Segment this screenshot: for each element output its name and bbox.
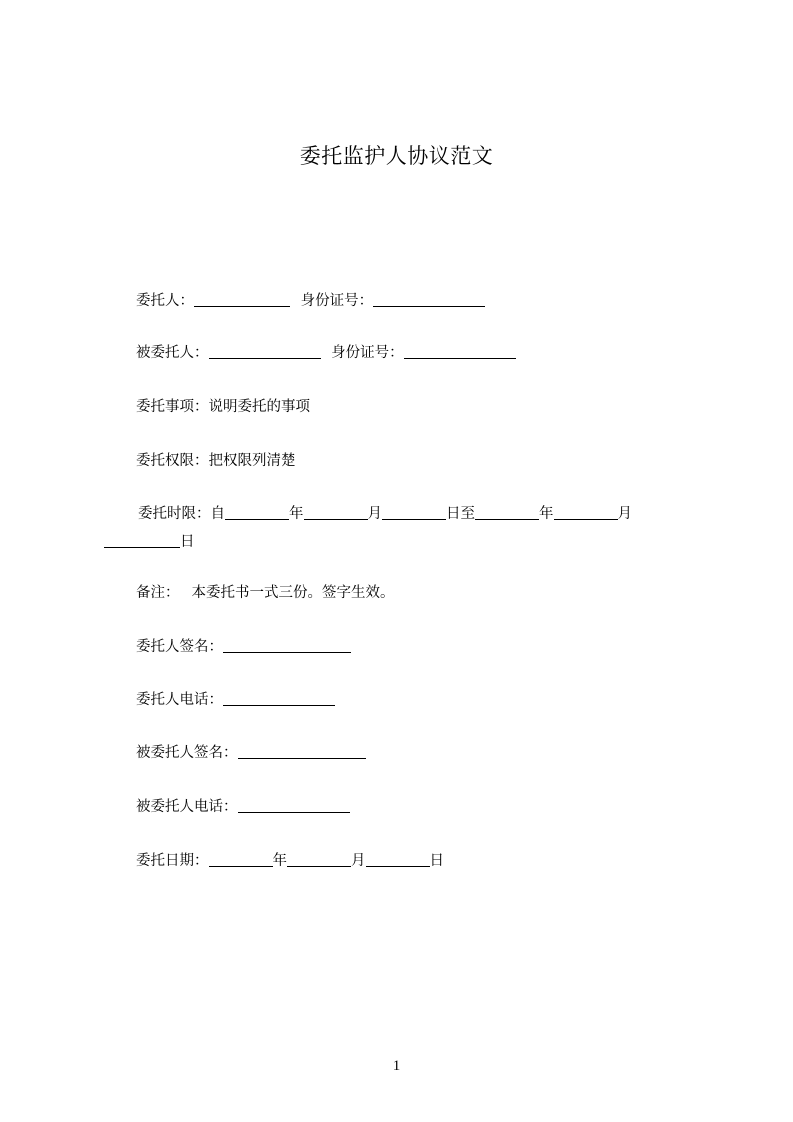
date-line [136, 850, 444, 872]
notes-line [136, 582, 395, 604]
agent-phone-line [136, 796, 350, 818]
from-year-label: 年 [289, 506, 304, 522]
client-phone-line [136, 689, 335, 711]
client-signature-label: 委托人签名： [136, 639, 223, 655]
from-day-blank[interactable] [382, 505, 446, 520]
from-month-blank[interactable] [304, 505, 368, 520]
matter-value: 说明委托的事项 [208, 399, 310, 415]
from-year-blank[interactable] [225, 505, 289, 520]
to-year-blank[interactable] [475, 505, 539, 520]
authority-label: 委托权限： [136, 453, 209, 469]
period-label: 委托时限： [138, 506, 211, 522]
authority-line [136, 450, 296, 472]
client-id-blank[interactable] [373, 292, 485, 307]
period-to: 日至 [446, 506, 475, 522]
client-name-blank[interactable] [194, 292, 290, 307]
date-day-blank[interactable] [366, 852, 430, 867]
matter-line [136, 396, 310, 418]
agent-id-blank[interactable] [404, 344, 516, 359]
to-day-label: 日 [180, 534, 195, 550]
matter-label: 委托事项： [136, 399, 209, 415]
agent-signature-label: 被委托人签名： [136, 745, 238, 761]
period-from: 自 [210, 506, 225, 522]
client-signature-blank[interactable] [223, 638, 351, 653]
notes-value: 本委托书一式三份。签字生效。 [191, 585, 395, 601]
period-line [104, 500, 704, 556]
to-day-blank[interactable] [104, 533, 180, 548]
agent-signature-line [136, 742, 366, 764]
agent-id-label: 身份证号： [331, 345, 404, 361]
date-day-label: 日 [429, 853, 444, 869]
client-phone-blank[interactable] [223, 691, 335, 706]
date-month-label: 月 [351, 853, 366, 869]
client-signature-line [136, 636, 351, 658]
agent-phone-blank[interactable] [238, 798, 350, 813]
notes-label: 备注： [136, 585, 180, 601]
agent-signature-blank[interactable] [238, 744, 366, 759]
date-year-label: 年 [272, 853, 287, 869]
document-title: 委托监护人协议范文 [299, 144, 494, 168]
to-month-label: 月 [617, 506, 632, 522]
to-month-blank[interactable] [554, 505, 618, 520]
authority-value: 把权限列清楚 [208, 453, 296, 469]
client-id-label: 身份证号： [300, 293, 374, 309]
date-month-blank[interactable] [287, 852, 351, 867]
to-year-label: 年 [539, 506, 554, 522]
from-month-label: 月 [367, 506, 382, 522]
client-line [136, 290, 485, 312]
client-label: 委托人： [136, 293, 194, 309]
agent-label: 被委托人： [136, 345, 209, 361]
date-year-blank[interactable] [209, 852, 273, 867]
agent-name-blank[interactable] [209, 344, 321, 359]
agent-line [136, 342, 516, 364]
page-number: 1 [392, 1058, 401, 1074]
date-label: 委托日期： [136, 853, 209, 869]
agent-phone-label: 被委托人电话： [136, 799, 238, 815]
client-phone-label: 委托人电话： [136, 692, 223, 708]
